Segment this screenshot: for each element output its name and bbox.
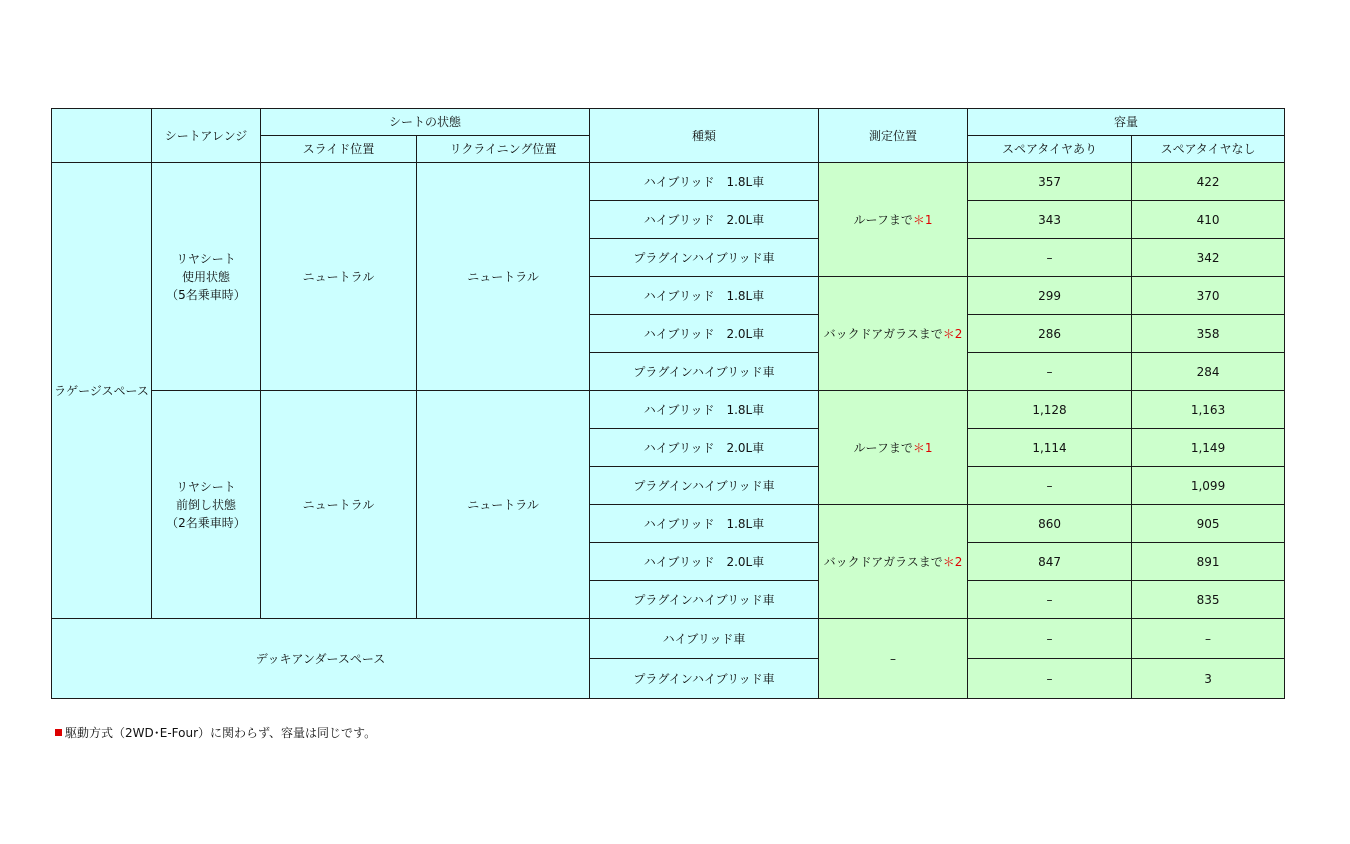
luggage-space-label: ラゲージスペース bbox=[52, 163, 152, 619]
deck-under-space-label: デッキアンダースペース bbox=[52, 619, 590, 699]
capacity-without-spare: 1,149 bbox=[1132, 429, 1285, 467]
measure-text: バックドアガラスまで bbox=[823, 554, 943, 569]
capacity-with-spare: – bbox=[968, 239, 1132, 277]
capacity-with-spare: 847 bbox=[968, 543, 1132, 581]
footnote bbox=[55, 724, 376, 741]
capacity-without-spare: 891 bbox=[1132, 543, 1285, 581]
red-square-bullet bbox=[55, 729, 62, 736]
type-cell: プラグインハイブリッド車 bbox=[590, 659, 819, 699]
header-blank bbox=[52, 109, 152, 163]
capacity-without-spare: 342 bbox=[1132, 239, 1285, 277]
measure-text: ルーフまで bbox=[853, 212, 913, 227]
table-row bbox=[52, 163, 1285, 201]
capacity-without-spare: 422 bbox=[1132, 163, 1285, 201]
capacity-with-spare: 299 bbox=[968, 277, 1132, 315]
luggage-capacity-table bbox=[51, 108, 1285, 699]
footnote-mark: ＊2 bbox=[942, 326, 963, 341]
capacity-with-spare: – bbox=[968, 659, 1132, 699]
type-cell: プラグインハイブリッド車 bbox=[590, 239, 819, 277]
capacity-with-spare: – bbox=[968, 353, 1132, 391]
capacity-with-spare: – bbox=[968, 467, 1132, 505]
type-cell: ハイブリッド 1.8L車 bbox=[590, 505, 819, 543]
capacity-without-spare: 410 bbox=[1132, 201, 1285, 239]
measure-text: バックドアガラスまで bbox=[823, 326, 943, 341]
type-cell: ハイブリッド 1.8L車 bbox=[590, 391, 819, 429]
table-row bbox=[52, 619, 1285, 659]
measure-position-cell bbox=[819, 391, 968, 505]
measure-text: ルーフまで bbox=[853, 440, 913, 455]
header-recline-position: リクライニング位置 bbox=[417, 136, 590, 163]
measure-position-cell bbox=[819, 505, 968, 619]
type-cell: ハイブリッド 2.0L車 bbox=[590, 543, 819, 581]
header-slide-position: スライド位置 bbox=[261, 136, 417, 163]
measure-position-cell: – bbox=[819, 619, 968, 699]
capacity-without-spare: 1,163 bbox=[1132, 391, 1285, 429]
slide-value: ニュートラル bbox=[261, 163, 417, 391]
capacity-with-spare: – bbox=[968, 619, 1132, 659]
header-type: 種類 bbox=[590, 109, 819, 163]
capacity-without-spare: – bbox=[1132, 619, 1285, 659]
footnote-text: 駆動方式（2WD･E-Four）に関わらず、容量は同じです。 bbox=[65, 726, 377, 740]
recline-value: ニュートラル bbox=[417, 163, 590, 391]
type-cell: ハイブリッド 1.8L車 bbox=[590, 163, 819, 201]
capacity-without-spare: 370 bbox=[1132, 277, 1285, 315]
capacity-with-spare: – bbox=[968, 581, 1132, 619]
capacity-with-spare: 1,128 bbox=[968, 391, 1132, 429]
capacity-without-spare: 3 bbox=[1132, 659, 1285, 699]
capacity-with-spare: 860 bbox=[968, 505, 1132, 543]
type-cell: ハイブリッド 2.0L車 bbox=[590, 315, 819, 353]
capacity-without-spare: 284 bbox=[1132, 353, 1285, 391]
capacity-with-spare: 1,114 bbox=[968, 429, 1132, 467]
type-cell: ハイブリッド 2.0L車 bbox=[590, 429, 819, 467]
footnote-mark: ＊2 bbox=[942, 554, 963, 569]
capacity-with-spare: 343 bbox=[968, 201, 1132, 239]
type-cell: ハイブリッド 1.8L車 bbox=[590, 277, 819, 315]
seat-state-label: リヤシート 使用状態 （5名乗車時） bbox=[152, 163, 261, 391]
recline-value: ニュートラル bbox=[417, 391, 590, 619]
capacity-with-spare: 357 bbox=[968, 163, 1132, 201]
capacity-with-spare: 286 bbox=[968, 315, 1132, 353]
footnote-mark: ＊1 bbox=[912, 440, 933, 455]
footnote-mark: ＊1 bbox=[912, 212, 933, 227]
type-cell: ハイブリッド 2.0L車 bbox=[590, 201, 819, 239]
header-seat-arrange: シートアレンジ bbox=[152, 109, 261, 163]
seat-state-label: リヤシート 前倒し状態 （2名乗車時） bbox=[152, 391, 261, 619]
measure-position-cell bbox=[819, 277, 968, 391]
capacity-without-spare: 905 bbox=[1132, 505, 1285, 543]
capacity-without-spare: 358 bbox=[1132, 315, 1285, 353]
slide-value: ニュートラル bbox=[261, 391, 417, 619]
capacity-without-spare: 835 bbox=[1132, 581, 1285, 619]
table-row bbox=[52, 391, 1285, 429]
measure-position-cell bbox=[819, 163, 968, 277]
capacity-without-spare: 1,099 bbox=[1132, 467, 1285, 505]
header-capacity: 容量 bbox=[968, 109, 1285, 136]
type-cell: ハイブリッド車 bbox=[590, 619, 819, 659]
header-with-spare-tire: スペアタイヤあり bbox=[968, 136, 1132, 163]
header-without-spare-tire: スペアタイヤなし bbox=[1132, 136, 1285, 163]
type-cell: プラグインハイブリッド車 bbox=[590, 353, 819, 391]
type-cell: プラグインハイブリッド車 bbox=[590, 467, 819, 505]
header-seat-state: シートの状態 bbox=[261, 109, 590, 136]
type-cell: プラグインハイブリッド車 bbox=[590, 581, 819, 619]
header-measure-position: 測定位置 bbox=[819, 109, 968, 163]
